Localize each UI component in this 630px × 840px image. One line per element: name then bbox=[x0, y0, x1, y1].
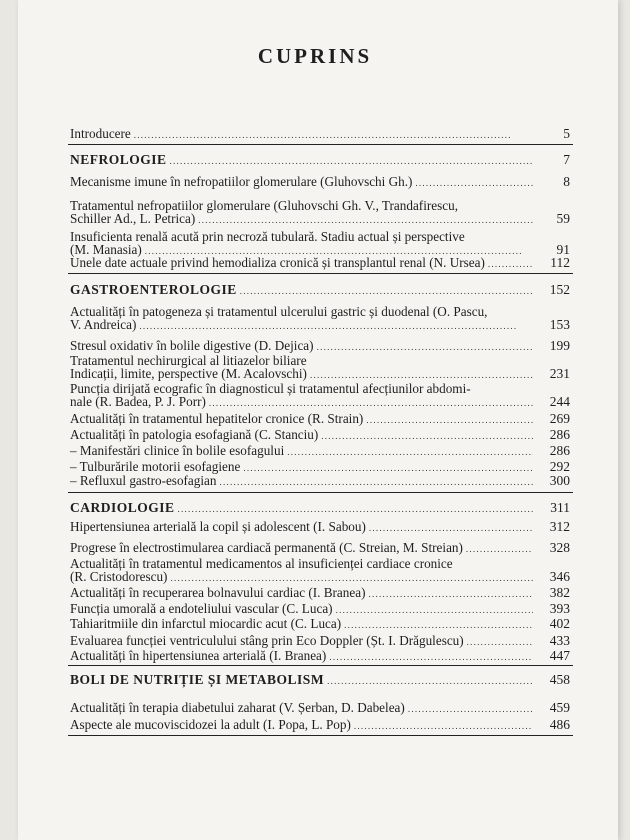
entry-title: – Refluxul gastro-esofagian bbox=[70, 473, 217, 488]
section-3 bbox=[70, 673, 570, 686]
entry-line bbox=[70, 305, 570, 318]
page-number: 8 bbox=[563, 174, 570, 189]
page-number: 269 bbox=[549, 411, 570, 426]
dot-leader bbox=[321, 428, 533, 443]
entry-line bbox=[70, 212, 570, 225]
dot-leader bbox=[240, 283, 533, 298]
entry-title: Indicații, limite, perspective (M. Acalovschi) bbox=[70, 366, 307, 381]
page-number: 346 bbox=[549, 569, 570, 584]
dot-leader bbox=[243, 460, 533, 475]
entry-line bbox=[70, 617, 570, 630]
page-number: 153 bbox=[549, 317, 570, 332]
page-number: 312 bbox=[549, 519, 570, 534]
dot-leader bbox=[366, 412, 533, 427]
section-divider bbox=[68, 492, 573, 493]
dot-leader bbox=[344, 617, 533, 632]
entry-line bbox=[70, 586, 570, 599]
section-divider bbox=[68, 273, 573, 274]
entry-title: Actualități în recuperarea bolnavului cardiac (I. Branea) bbox=[70, 585, 366, 600]
dot-leader bbox=[198, 212, 533, 227]
page-number: 292 bbox=[549, 459, 570, 474]
dot-leader bbox=[139, 318, 533, 333]
section-heading: NEFROLOGIE bbox=[70, 152, 167, 167]
dot-leader bbox=[336, 602, 533, 617]
toc-entry bbox=[70, 557, 570, 583]
page-title: CUPRINS bbox=[257, 44, 373, 68]
entry-title: (M. Manasia) bbox=[70, 242, 142, 257]
entry-line bbox=[70, 602, 570, 615]
dot-leader bbox=[415, 175, 533, 190]
entry-title: – Manifestări clinice în bolile esofagului bbox=[70, 443, 285, 458]
page-number: 244 bbox=[549, 394, 570, 409]
dot-leader bbox=[209, 395, 533, 410]
page-number: 112 bbox=[550, 255, 570, 270]
entry-line bbox=[70, 460, 570, 473]
toc-entry bbox=[70, 602, 570, 615]
toc-entry bbox=[70, 474, 570, 487]
entry-title: Progrese în electrostimularea cardiacă permanentă (C. Streian, M. Streian) bbox=[70, 540, 463, 555]
entry-line bbox=[70, 367, 570, 380]
dot-leader bbox=[467, 634, 533, 649]
toc-entry bbox=[70, 354, 570, 380]
entry-line bbox=[70, 428, 570, 441]
page-number: 328 bbox=[549, 540, 570, 555]
page-number: 459 bbox=[549, 700, 570, 715]
entry-title: Evaluarea funcției ventriculului stâng prin Eco Doppler (Șt. I. Drăgulescu) bbox=[70, 633, 464, 648]
toc-entry bbox=[70, 634, 570, 647]
page-number: 433 bbox=[549, 633, 570, 648]
dot-leader bbox=[317, 339, 533, 354]
toc-entry bbox=[70, 649, 570, 662]
toc-entry bbox=[70, 305, 570, 331]
entry-title: Hipertensiunea arterială la copil și adolescent (I. Sabou) bbox=[70, 519, 366, 534]
page-number: 91 bbox=[556, 242, 570, 257]
dot-leader bbox=[408, 701, 533, 716]
page-number: 286 bbox=[549, 427, 570, 442]
entry-title: Stresul oxidativ în bolile digestive (D. Dejica) bbox=[70, 338, 314, 353]
entry-title: Tahiaritmiile din infarctul miocardic acut (C. Luca) bbox=[70, 616, 342, 631]
entry-title: Actualități în hipertensiunea arterială (I. Branea) bbox=[70, 648, 327, 663]
toc-entry bbox=[70, 586, 570, 599]
entry-title: Introducere bbox=[70, 126, 131, 141]
entry-title: Unele date actuale privind hemodializa cronică și transplantul renal (N. Ursea) bbox=[70, 255, 485, 270]
section-1 bbox=[70, 283, 570, 296]
entry-title: Schiller Ad., L. Petrica) bbox=[70, 211, 196, 226]
dot-leader bbox=[310, 367, 533, 382]
page-number: 486 bbox=[549, 717, 570, 732]
entry-line bbox=[70, 444, 570, 457]
page-number: 7 bbox=[563, 152, 570, 167]
section-heading: GASTROENTEROLOGIE bbox=[70, 282, 237, 297]
page-number: 59 bbox=[556, 211, 570, 226]
page-number: 402 bbox=[549, 616, 570, 631]
entry-line bbox=[70, 127, 570, 140]
toc-entry bbox=[70, 701, 570, 714]
toc-entry bbox=[70, 199, 570, 225]
section-0 bbox=[70, 153, 570, 166]
toc-entry bbox=[70, 444, 570, 457]
page-number: 458 bbox=[549, 672, 570, 687]
entry-title: Actualități în terapia diabetului zaharat (V. Șerban, D. Dabelea) bbox=[70, 700, 405, 715]
entry-title: Insuficienta renală acută prin necroză tubulară. Stadiu actual și perspective bbox=[70, 229, 465, 244]
toc-entry bbox=[70, 339, 570, 352]
page-number: 152 bbox=[549, 282, 570, 297]
entry-title: Funcția umorală a endoteliului vascular (C. Luca) bbox=[70, 601, 333, 616]
dot-leader bbox=[368, 586, 533, 601]
toc-entry-introducere bbox=[70, 127, 570, 140]
entry-line bbox=[70, 701, 570, 714]
dot-leader bbox=[170, 570, 533, 585]
entry-title: nale (R. Badea, P. J. Porr) bbox=[70, 394, 206, 409]
toc-entry bbox=[70, 718, 570, 731]
toc-entry bbox=[70, 382, 570, 408]
dot-leader bbox=[488, 256, 533, 271]
entry-line bbox=[70, 339, 570, 352]
entry-line bbox=[70, 501, 570, 514]
toc-entry bbox=[70, 256, 570, 269]
toc-entry bbox=[70, 428, 570, 441]
entry-title: Aspecte ale mucoviscidozei la adult (I. Popa, L. Pop) bbox=[70, 717, 351, 732]
entry-title: Actualități în patologia esofagiană (C. Stanciu) bbox=[70, 427, 319, 442]
entry-line bbox=[70, 318, 570, 331]
dot-leader bbox=[178, 501, 533, 516]
dot-leader bbox=[170, 153, 533, 168]
entry-title: (R. Cristodorescu) bbox=[70, 569, 168, 584]
toc-entry bbox=[70, 230, 570, 256]
toc-entry bbox=[70, 175, 570, 188]
entry-line bbox=[70, 541, 570, 554]
toc-entry bbox=[70, 617, 570, 630]
dot-leader bbox=[369, 520, 533, 535]
toc-entry bbox=[70, 541, 570, 554]
entry-line bbox=[70, 649, 570, 662]
section-heading: BOLI DE NUTRIȚIE ȘI METABOLISM bbox=[70, 672, 325, 687]
dot-leader bbox=[287, 444, 533, 459]
page-number: 231 bbox=[549, 366, 570, 381]
entry-line bbox=[70, 718, 570, 731]
section-divider bbox=[68, 144, 573, 145]
entry-title: Tratamentul nefropatiilor glomerulare (Gluhovschi Gh. V., Trandafirescu, bbox=[70, 198, 458, 213]
page-number: 300 bbox=[549, 473, 570, 488]
entry-title: Puncția dirijată ecografic în diagnosticul și tratamentul afecțiunilor abdomi- bbox=[70, 381, 471, 396]
entry-title: V. Andreica) bbox=[70, 317, 137, 332]
page-number: 393 bbox=[549, 601, 570, 616]
entry-line bbox=[70, 153, 570, 166]
entry-line bbox=[70, 634, 570, 647]
toc-entry bbox=[70, 460, 570, 473]
page-number: 5 bbox=[563, 126, 570, 141]
entry-line bbox=[70, 230, 570, 243]
page-number: 447 bbox=[549, 648, 570, 663]
dot-leader bbox=[327, 673, 533, 688]
entry-line bbox=[70, 520, 570, 533]
dot-leader bbox=[466, 541, 533, 556]
section-divider bbox=[68, 735, 573, 736]
entry-title: Actualități în tratamentul hepatitelor cronice (R. Strain) bbox=[70, 411, 364, 426]
section-heading: CARDIOLOGIE bbox=[70, 500, 175, 515]
page-number: 286 bbox=[549, 443, 570, 458]
entry-title: – Tulburările motorii esofagiene bbox=[70, 459, 241, 474]
toc-entry bbox=[70, 412, 570, 425]
page-number: 199 bbox=[549, 338, 570, 353]
entry-line bbox=[70, 256, 570, 269]
entry-line bbox=[70, 474, 570, 487]
entry-title: Actualități în tratamentul medicamentos al insuficienței cardiace cronice bbox=[70, 556, 453, 571]
entry-line bbox=[70, 673, 570, 686]
section-divider bbox=[68, 665, 573, 666]
dot-leader bbox=[134, 127, 533, 142]
dot-leader bbox=[329, 649, 533, 664]
entry-line bbox=[70, 395, 570, 408]
dot-leader bbox=[354, 718, 533, 733]
entry-line bbox=[70, 412, 570, 425]
entry-title: Actualități în patogeneza și tratamentul ulcerului gastric și duodenal (O. Pascu, bbox=[70, 304, 488, 319]
entry-line bbox=[70, 175, 570, 188]
entry-title: Tratamentul nechirurgical al litiazelor biliare bbox=[70, 353, 307, 368]
page-number: 311 bbox=[550, 500, 570, 515]
entry-title: Mecanisme imune în nefropatiilor glomerulare (Gluhovschi Gh.) bbox=[70, 174, 413, 189]
page-number: 382 bbox=[549, 585, 570, 600]
entry-line bbox=[70, 283, 570, 296]
toc-entry bbox=[70, 520, 570, 533]
section-2 bbox=[70, 501, 570, 514]
dot-leader bbox=[220, 474, 534, 489]
entry-line bbox=[70, 570, 570, 583]
